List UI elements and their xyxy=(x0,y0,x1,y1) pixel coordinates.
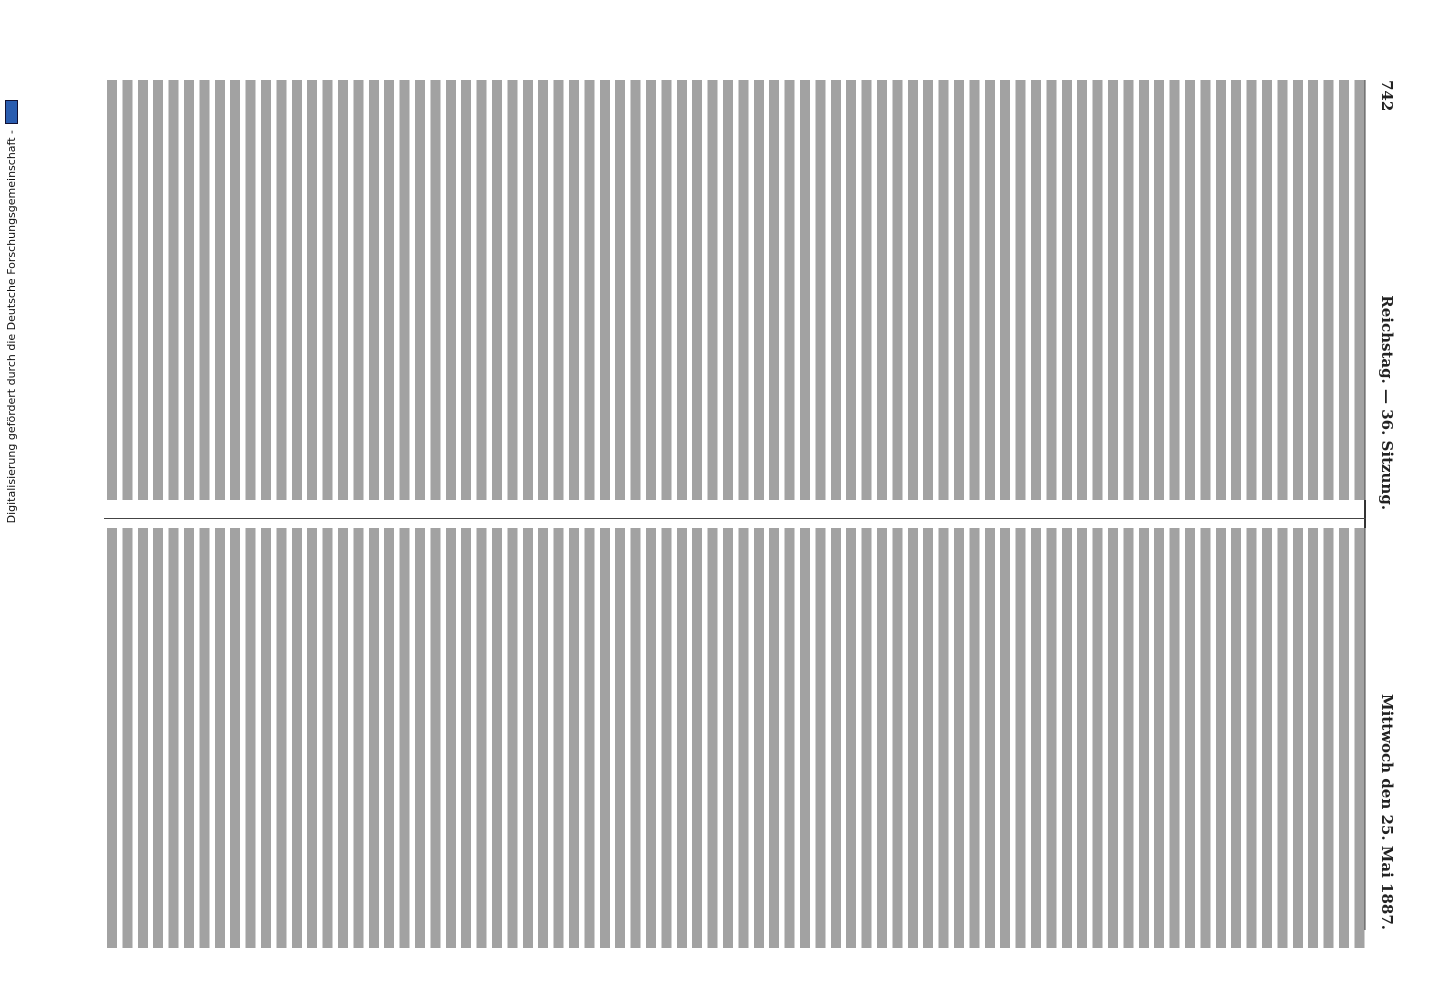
header-center: Reichstag. — 36. Sitzung. xyxy=(1378,295,1396,511)
digitization-credit xyxy=(4,100,18,980)
illegible-text-block xyxy=(104,80,1366,500)
illegible-text-block xyxy=(104,528,1366,948)
credit-text: Digitalisierung gefördert durch die Deutsche Forschungsgemeinschaft - xyxy=(4,130,18,524)
text-column-left xyxy=(104,80,1366,500)
header-date: Mittwoch den 25. Mai 1887. xyxy=(1378,693,1396,930)
column-divider xyxy=(104,518,1366,519)
page-number: 742 xyxy=(1378,80,1396,112)
dfg-logo-icon xyxy=(5,100,18,124)
running-header xyxy=(1378,80,1396,930)
text-column-right xyxy=(104,528,1366,948)
